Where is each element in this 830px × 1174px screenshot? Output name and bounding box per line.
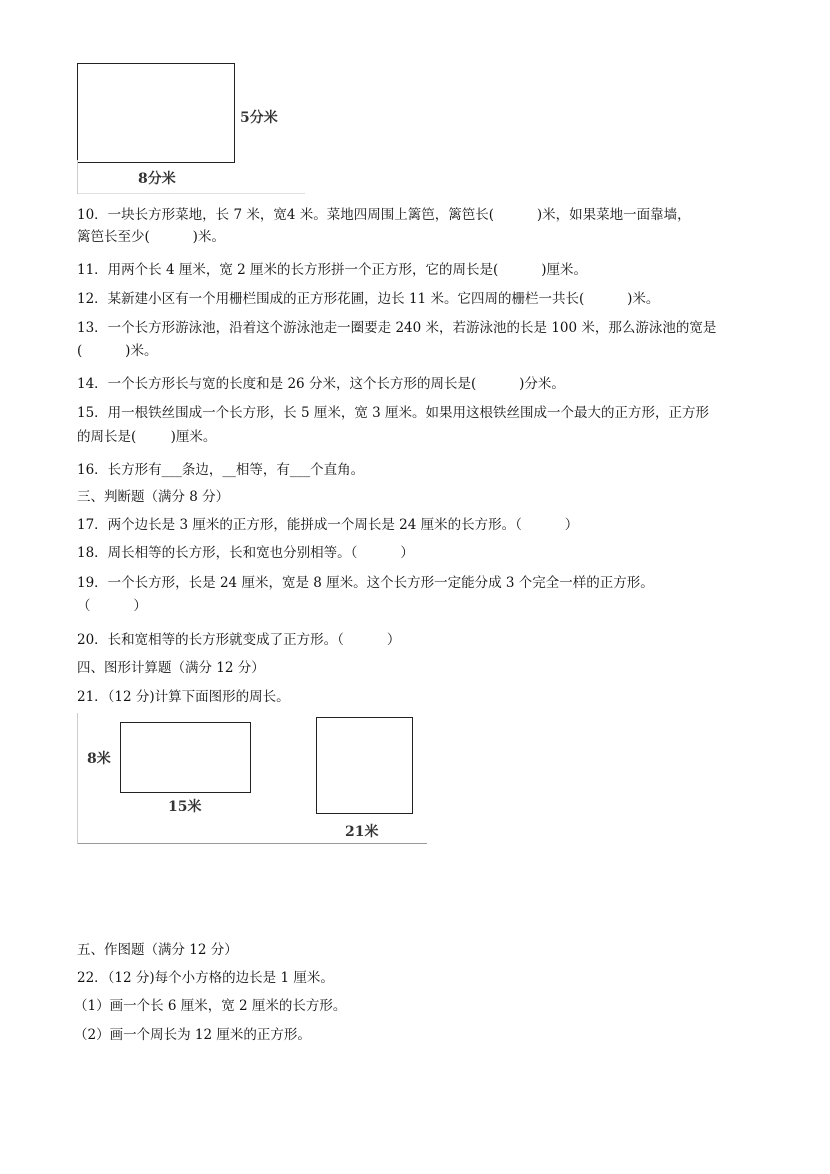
width-label: 5分米 <box>240 110 278 126</box>
q15-line2: 的周长是( )厘米。 <box>77 429 217 445</box>
figure-border <box>77 160 78 194</box>
q10-line2: 篱笆长至少( )米。 <box>77 229 225 245</box>
section5-title: 五、作图题（满分 12 分） <box>77 942 238 958</box>
figure-border <box>77 713 78 844</box>
rectangle-shape <box>77 63 235 163</box>
q11: 11．用两个长 4 厘米，宽 2 厘米的长方形拼一个正方形，它的周长是( )厘米。 <box>77 262 587 278</box>
q12: 12．某新建小区有一个用栅栏围成的正方形花圃，边长 11 米。它四周的栅栏一共长( )米。 <box>77 291 660 307</box>
rect-width-label: 8米 <box>87 751 111 767</box>
figure-border <box>77 193 305 194</box>
q19-line1: 19．一个长方形，长是 24 厘米，宽是 8 厘米。这个长方形一定能分成 3 个完全一样的正方形。 <box>77 575 654 591</box>
q16: 16．长方形有___条边，__相等，有___个直角。 <box>77 462 365 478</box>
q22-part2: （2）画一个周长为 12 厘米的正方形。 <box>74 1027 311 1043</box>
square-shape <box>316 717 413 814</box>
rectangle-shape <box>120 722 251 793</box>
q22-part1: （1）画一个长 6 厘米，宽 2 厘米的长方形。 <box>74 998 347 1014</box>
q21: 21．（12 分)计算下面图形的周长。 <box>77 689 290 705</box>
q20: 20．长和宽相等的长方形就变成了正方形。（ ） <box>77 632 401 648</box>
q14: 14．一个长方形长与宽的长度和是 26 分米，这个长方形的周长是( )分米。 <box>77 376 565 392</box>
rect-length-label: 15米 <box>168 799 202 815</box>
q17: 17．两个边长是 3 厘米的正方形，能拼成一个周长是 24 厘米的长方形。（ ） <box>77 517 579 533</box>
square-side-label: 21米 <box>345 824 379 840</box>
q10-line1: 10．一块长方形菜地，长 7 米，宽4 米。菜地四周围上篱笆，篱笆长( )米，如果菜地一面靠墙， <box>77 207 691 223</box>
q13-line1: 13．一个长方形游泳池，沿着这个游泳池走一圈要走 240 米，若游泳池的长是 100 米，那么游泳池的宽是 <box>77 320 717 336</box>
q18: 18．周长相等的长方形，长和宽也分别相等。（ ） <box>77 545 414 561</box>
q19-line2: （ ） <box>77 598 147 614</box>
q22: 22．（12 分)每个小方格的边长是 1 厘米。 <box>77 970 334 986</box>
q13-line2: ( )米。 <box>77 343 158 359</box>
length-label: 8分米 <box>138 171 176 187</box>
section3-title: 三、判断题（满分 8 分） <box>77 489 230 505</box>
q15-line1: 15．用一根铁丝围成一个长方形，长 5 厘米，宽 3 厘米。如果用这根铁丝围成一个最大的正方形，正方形 <box>77 405 710 421</box>
figure-border <box>77 843 427 844</box>
section4-title: 四、图形计算题（满分 12 分） <box>77 660 265 676</box>
